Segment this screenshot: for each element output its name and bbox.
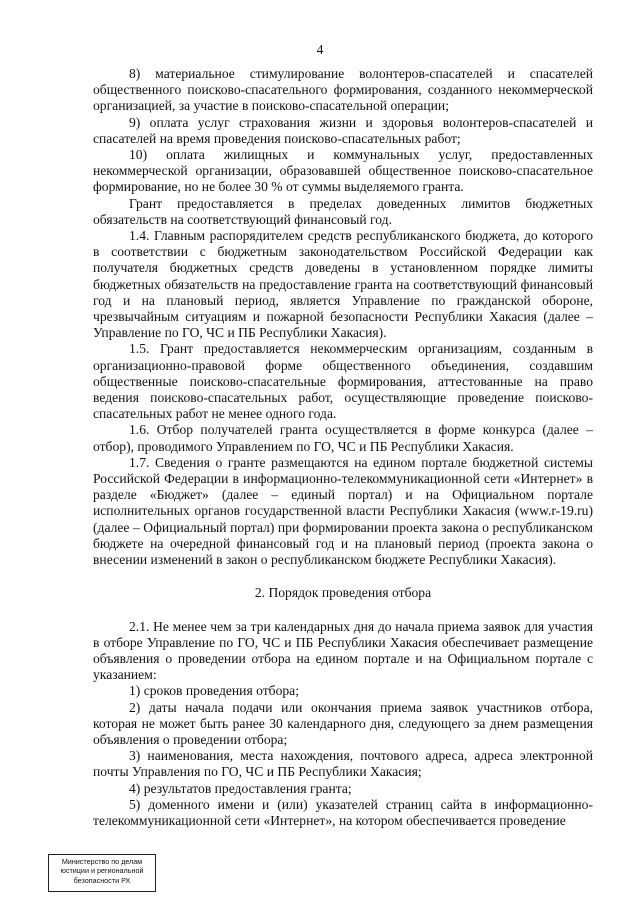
paragraph-item-8: 8) материальное стимулирование волонтеров-спасателей и спасателей общественного поисково-спасательного формирования, созданного некоммерческой организацией, за участие в поисково-спасательной операции; bbox=[93, 66, 593, 114]
list-item-3: 3) наименования, места нахождения, почтового адреса, адреса электронной почты Управления по ГО, ЧС и ПБ Республики Хакасия; bbox=[93, 748, 593, 780]
ministry-stamp bbox=[48, 854, 156, 892]
list-item-4: 4) результатов предоставления гранта; bbox=[129, 780, 352, 796]
stamp-line-3: безопасности РХ bbox=[73, 875, 131, 885]
stamp-line-1: Министерство по делам bbox=[61, 857, 143, 866]
paragraph-1-6: 1.6. Отбор получателей гранта осуществляется в форме конкурса (далее – отбор), проводимого Управлением по ГО, ЧС и ПБ Республики Хакасия. bbox=[93, 422, 593, 454]
paragraph-item-9: 9) оплата услуг страхования жизни и здоровья волонтеров-спасателей и спасателей на время проведения поисково-спасательных работ; bbox=[93, 114, 593, 146]
paragraph-1-5: 1.5. Грант предоставляется некоммерческим организациям, созданным в организационно-правовой форме общественного объединения, создавшим общественные поисково-спасательные формирования, аттестованные на право ведения поисково-спасательных работ, осуществляющие проведение поисково-спасательных работ не менее одного года. bbox=[93, 341, 593, 422]
paragraph-item-10: 10) оплата жилищных и коммунальных услуг, предоставленных некоммерческой организации, образовавшей общественное поисково-спасательное формирование, но не более 30 % от суммы выделяемого гранта. bbox=[93, 147, 593, 195]
page-number: 4 bbox=[316, 42, 324, 57]
list-item-2: 2) даты начала подачи или окончания приема заявок участников отбора, которая не может быть ранее 30 календарного дня, следующего за днем размещения объявления о проведении отбора; bbox=[93, 699, 593, 747]
paragraph-1-7: 1.7. Сведения о гранте размещаются на едином портале бюджетной системы Российской Федерации в информационно-телекоммуникационной сети «Интернет» в разделе «Бюджет» (далее – единый портал) и на Официальном портале исполнительных органов государственной власти Республики Хакасия (www.r-19.ru) (далее – Официальный портал) при формировании проекта закона о республиканском бюджете на очередной финансовый год и на плановый период (проекта закона о внесении изменений в закон о республиканском бюджете Республики Хакасия). bbox=[93, 454, 593, 568]
paragraph-1-4: 1.4. Главным распорядителем средств республиканского бюджета, до которого в соответствии с бюджетным законодательством Российской Федерации как получателя бюджетных средств доведены в установленном порядке лимиты бюджетных обязательств на предоставление гранта на соответствующий финансовый год и на плановый период, является Управление по гражданской обороне, чрезвычайным ситуациям и пожарной безопасности Республики Хакасия (далее – Управление по ГО, ЧС и ПБ Республики Хакасия). bbox=[93, 228, 593, 341]
document-body bbox=[93, 66, 593, 829]
stamp-line-2: юстиции и региональной bbox=[60, 866, 144, 876]
list-item-1: 1) сроков проведения отбора; bbox=[129, 683, 299, 699]
paragraph-2-1: 2.1. Не менее чем за три календарных дня до начала приема заявок для участия в отборе Управление по ГО, ЧС и ПБ Республики Хакасия обеспечивает размещение объявления о проведении отбора на едином портале и на Официальном портале с указанием: bbox=[93, 618, 593, 683]
section-heading: 2. Порядок проведения отбора bbox=[254, 585, 432, 601]
list-item-5: 5) доменного имени и (или) указателей страниц сайта в информационно-телекоммуникационной сети «Интернет», на котором обеспечивается проведение bbox=[93, 796, 593, 828]
paragraph-grant-limits: Грант предоставляется в пределах доведенных лимитов бюджетных обязательств на соответствующий финансовый год. bbox=[93, 195, 593, 227]
